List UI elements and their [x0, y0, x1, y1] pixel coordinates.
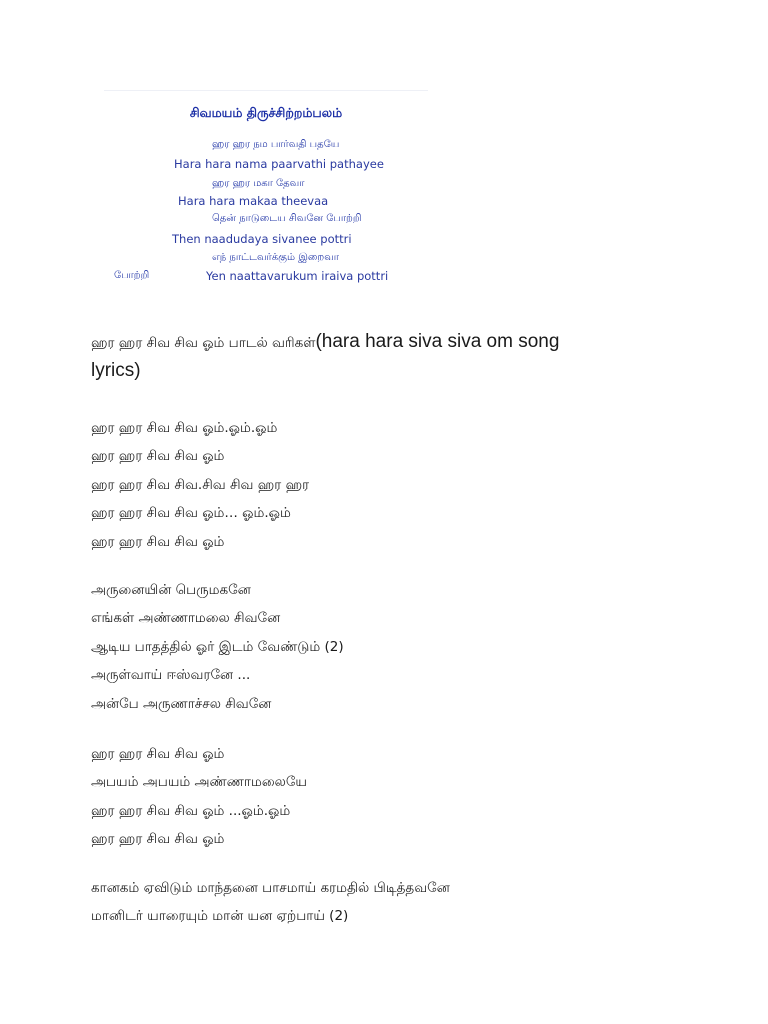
image-line: போற்றி — [114, 270, 150, 281]
image-line: Then naadudaya sivanee pottri — [172, 232, 352, 246]
lyric-line: அபயம் அபயம் அண்ணாமலையே — [91, 774, 307, 791]
lyric-line: ஹர ஹர சிவ சிவ ஓம் — [91, 831, 225, 848]
lyric-line: அருள்வாய் ஈஸ்வரனே ... — [91, 667, 251, 684]
lyric-line: ஹர ஹர சிவ சிவ ஓம் — [91, 448, 225, 465]
image-title: சிவமயம் திருச்சிற்றம்பலம் — [189, 105, 343, 120]
lyric-line: ஹர ஹர சிவ சிவ.சிவ சிவ ஹர ஹர — [91, 476, 310, 493]
lyrics-image — [104, 90, 428, 291]
lyric-line: ஹர ஹர சிவ சிவ ஓம்… ஓம்.ஓம் — [91, 505, 291, 522]
lyric-line: எங்கள் அண்ணாமலை சிவனே — [91, 610, 281, 627]
stanza-1 — [91, 414, 691, 556]
lyric-line: ஹர ஹர சிவ சிவ ஓம் ...ஓம்.ஓம் — [91, 802, 291, 819]
stanza-3 — [91, 740, 691, 854]
lyric-line: ஹர ஹர சிவ சிவ ஓம்.ஓம்.ஓம் — [91, 420, 278, 436]
image-line: Yen naattavarukum iraiva pottri — [206, 269, 389, 283]
lyric-line: ஹர ஹர சிவ சிவ ஓம் — [91, 746, 225, 762]
image-line: Hara hara nama paarvathi pathayee — [174, 157, 384, 171]
lyric-line: கானகம் ஏவிடும் மாந்தனை பாசமாய் கரமதில் பிடித்தவனே — [91, 880, 450, 896]
image-line: ஹர ஹர நம பார்வதி பதயே — [212, 139, 340, 150]
heading-english-cont: lyrics) — [91, 360, 141, 381]
lyric-line: மானிடர் யாரையும் மான் யன ஏற்பாய் (2) — [91, 908, 349, 925]
lyric-line: அன்பே அருணாச்சல சிவனே — [91, 695, 272, 712]
image-line: எந் நாட்டவர்க்கும் இறைவா — [212, 252, 339, 263]
image-line: தென் நாடுடைய சிவனே போற்றி — [212, 213, 362, 224]
image-line: ஹர ஹர மகா தேவா — [212, 178, 305, 189]
stanza-2 — [91, 576, 691, 718]
lyric-line: ஹர ஹர சிவ சிவ ஓம் — [91, 533, 225, 550]
song-heading — [91, 328, 691, 385]
lyric-line: அருனையின் பெருமகனே — [91, 582, 251, 598]
heading-english: (hara hara siva siva om song — [315, 331, 560, 352]
image-line: Hara hara makaa theevaa — [178, 194, 329, 208]
lyric-line: ஆடிய பாதத்தில் ஓர் இடம் வேண்டும் (2) — [91, 638, 344, 655]
stanza-4 — [91, 874, 691, 931]
heading-tamil: ஹர ஹர சிவ சிவ ஓம் பாடல் வரிகள் — [91, 335, 316, 351]
